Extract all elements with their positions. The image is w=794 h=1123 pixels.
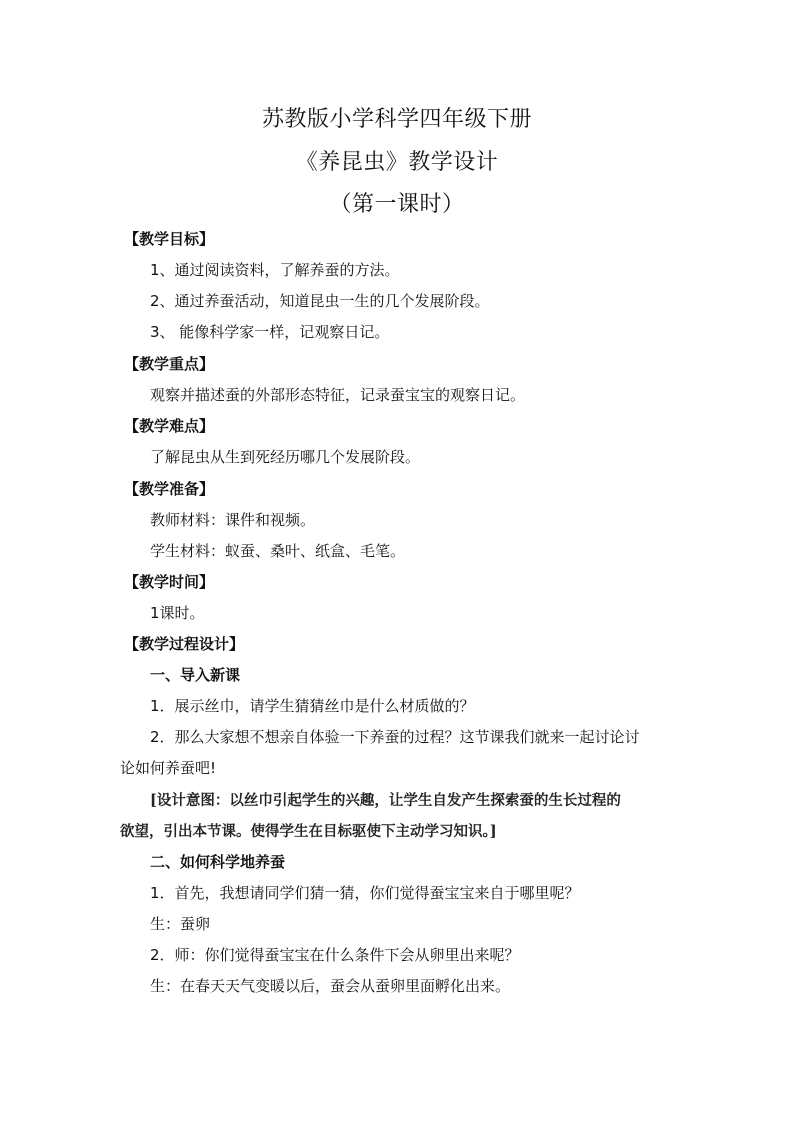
- difficulties-heading: 【教学难点】: [124, 417, 215, 435]
- difficulties-text: 了解昆虫从生到死经历哪几个发展阶段。: [150, 448, 421, 466]
- document-subtitle: 《养昆虫》教学设计: [295, 150, 499, 175]
- process-item: 1．展示丝巾，请学生猜猜丝巾是什么材质做的？: [150, 697, 475, 715]
- document-title: 苏教版小学科学四年级下册: [261, 107, 532, 132]
- objective-item: 2、通过养蚕活动，知道昆虫一生的几个发展阶段。: [150, 292, 490, 310]
- process-item: 2．那么大家想不想亲自体验一下养蚕的过程？这节课我们就来一起讨论讨: [150, 728, 640, 746]
- objective-item: 1、通过阅读资料，了解养蚕的方法。: [150, 261, 400, 279]
- student-answer: 生：蚕卵: [150, 915, 211, 933]
- preparation-heading: 【教学准备】: [124, 480, 215, 498]
- student-materials: 学生材料：蚁蚕、桑叶、纸盒、毛笔。: [150, 542, 406, 560]
- key-points-heading: 【教学重点】: [124, 355, 215, 373]
- teacher-materials: 教师材料：课件和视频。: [150, 511, 316, 529]
- lesson-label: （第一课时）: [329, 192, 465, 217]
- duration-text: 1课时。: [150, 604, 205, 622]
- process-item: 2．师：你们觉得蚕宝宝在什么条件下会从卵里出来呢？: [150, 946, 520, 964]
- process-heading: 【教学过程设计】: [124, 635, 245, 653]
- key-points-text: 观察并描述蚕的外部形态特征，记录蚕宝宝的观察日记。: [150, 386, 526, 404]
- design-intent-note-continued: 欲望，引出本节课。使得学生在目标驱使下主动学习知识。]: [120, 823, 497, 840]
- process-item: 1．首先，我想请同学们猜一猜，你们觉得蚕宝宝来自于哪里呢？: [150, 884, 580, 902]
- section-title: 一、导入新课: [150, 666, 241, 684]
- section-title: 二、如何科学地养蚕: [150, 853, 286, 871]
- student-answer: 生：在春天天气变暖以后，蚕会从蚕卵里面孵化出来。: [150, 977, 511, 995]
- duration-heading: 【教学时间】: [124, 573, 215, 591]
- objective-item: 3、 能像科学家一样，记观察日记。: [150, 323, 390, 341]
- design-intent-note: [设计意图：以丝巾引起学生的兴趣，让学生自发产生探索蚕的生长过程的: [150, 792, 621, 809]
- process-item-continued: 论如何养蚕吧!: [120, 759, 217, 777]
- objectives-heading: 【教学目标】: [124, 230, 215, 248]
